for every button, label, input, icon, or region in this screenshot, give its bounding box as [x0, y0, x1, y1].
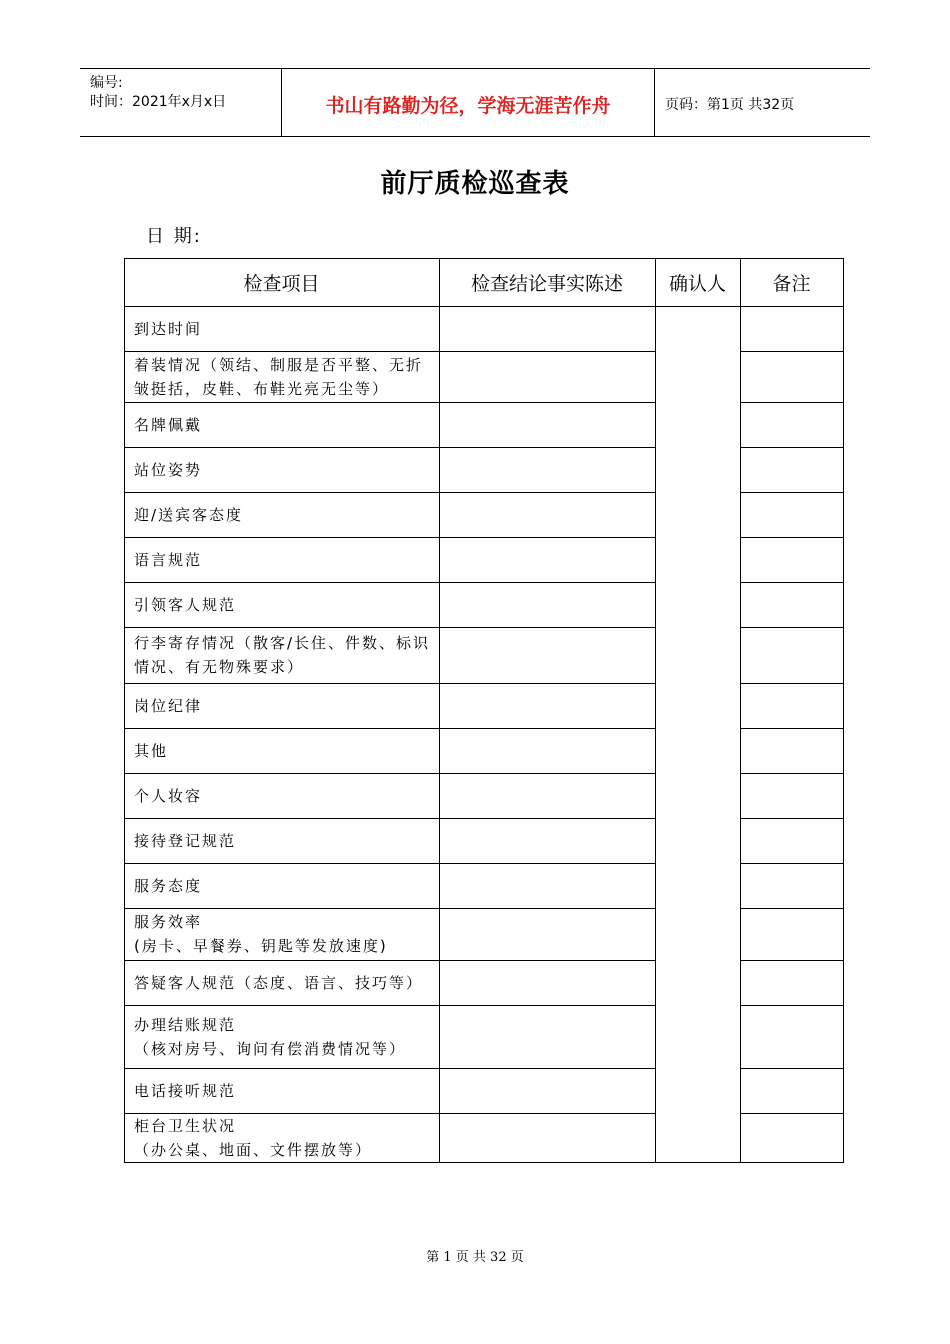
remark-cell [740, 582, 844, 628]
check-item-text: 皱挺括，皮鞋、布鞋光亮无尘等） [134, 379, 390, 398]
motto: 书山有路勤为径，学海无涯苦作舟 [325, 95, 611, 117]
conclusion-cell [439, 351, 656, 403]
header-motto-cell [282, 69, 655, 136]
inspection-table [124, 258, 843, 1167]
code-label: 编号: [90, 75, 123, 91]
remark-cell [740, 1113, 844, 1163]
column-header: 确认人 [668, 272, 726, 295]
check-item-text: 语言规范 [134, 550, 203, 569]
remark-cell [740, 1005, 844, 1069]
check-item-text: 服务效率 [134, 913, 203, 931]
check-item-text: （核对房号、询问有偿消费情况等） [134, 1039, 407, 1058]
remark-cell [740, 1068, 844, 1114]
check-item-text: 办理结账规范 [134, 1015, 237, 1034]
page-footer: 第 1 页 共 32 页 [426, 1250, 524, 1265]
check-item-text: (房卡、早餐券、钥匙等发放速度) [134, 937, 388, 955]
conclusion-cell [439, 492, 656, 538]
conclusion-cell [439, 402, 656, 448]
check-item-text: 服务态度 [134, 876, 203, 895]
header-meta-cell [80, 69, 282, 136]
check-item-text: 行李寄存情况（散客/长住、件数、标识 [134, 634, 431, 652]
check-item-text: 接待登记规范 [134, 831, 237, 850]
document-title: 前厅质检巡查表 [380, 169, 570, 199]
check-item-text: 着装情况（领结、制服是否平整、无折 [134, 355, 424, 374]
conclusion-cell [439, 537, 656, 583]
header-page-cell [655, 69, 870, 136]
conclusion-cell [439, 863, 656, 909]
conclusion-cell [439, 447, 656, 493]
check-item-text: 柜台卫生状况 [134, 1116, 237, 1135]
remark-cell [740, 537, 844, 583]
conclusion-cell [439, 683, 656, 729]
conclusion-cell [439, 908, 656, 961]
check-item-text: 到达时间 [134, 319, 203, 338]
remark-cell [740, 351, 844, 403]
remark-cell [740, 492, 844, 538]
check-item-text: 岗位纪律 [134, 696, 203, 715]
conclusion-cell [439, 818, 656, 864]
remark-cell [740, 683, 844, 729]
item-cell [124, 728, 440, 774]
conclusion-cell [439, 1113, 656, 1163]
remark-cell [740, 306, 844, 352]
check-item-text: 个人妆容 [134, 786, 203, 805]
check-item-text: 情况、有无物殊要求） [134, 658, 305, 676]
conclusion-cell [439, 960, 656, 1006]
page-label: 页码：第1页 共32页 [665, 97, 795, 113]
column-header: 备注 [772, 272, 811, 295]
conclusion-cell [439, 627, 656, 684]
document-header [80, 68, 870, 137]
check-item-text: （办公桌、地面、文件摆放等） [134, 1140, 373, 1159]
remark-cell [740, 728, 844, 774]
check-item-text: 其他 [134, 741, 169, 760]
conclusion-cell [439, 773, 656, 819]
confirmer-merged-cell [655, 306, 741, 1163]
conclusion-cell [439, 728, 656, 774]
conclusion-cell [439, 306, 656, 352]
column-header: 检查项目 [243, 272, 320, 295]
remark-cell [740, 818, 844, 864]
time-label: 时间：2021年x月x日 [90, 94, 227, 110]
remark-cell [740, 960, 844, 1006]
remark-cell [740, 447, 844, 493]
check-item-text: 迎/送宾客态度 [134, 505, 244, 524]
conclusion-cell [439, 1068, 656, 1114]
remark-cell [740, 773, 844, 819]
conclusion-cell [439, 1005, 656, 1069]
remark-cell [740, 402, 844, 448]
conclusion-cell [439, 582, 656, 628]
check-item-text: 名牌佩戴 [134, 415, 203, 434]
date-label: 日 期: [146, 226, 202, 247]
check-item-text: 答疑客人规范（态度、语言、技巧等） [134, 973, 424, 992]
remark-cell [740, 908, 844, 961]
remark-cell [740, 863, 844, 909]
column-header: 检查结论事实陈述 [470, 272, 623, 295]
check-item-text: 站位姿势 [134, 460, 203, 479]
check-item-text: 引领客人规范 [134, 595, 237, 614]
remark-cell [740, 627, 844, 684]
check-item-text: 电话接听规范 [134, 1081, 237, 1100]
